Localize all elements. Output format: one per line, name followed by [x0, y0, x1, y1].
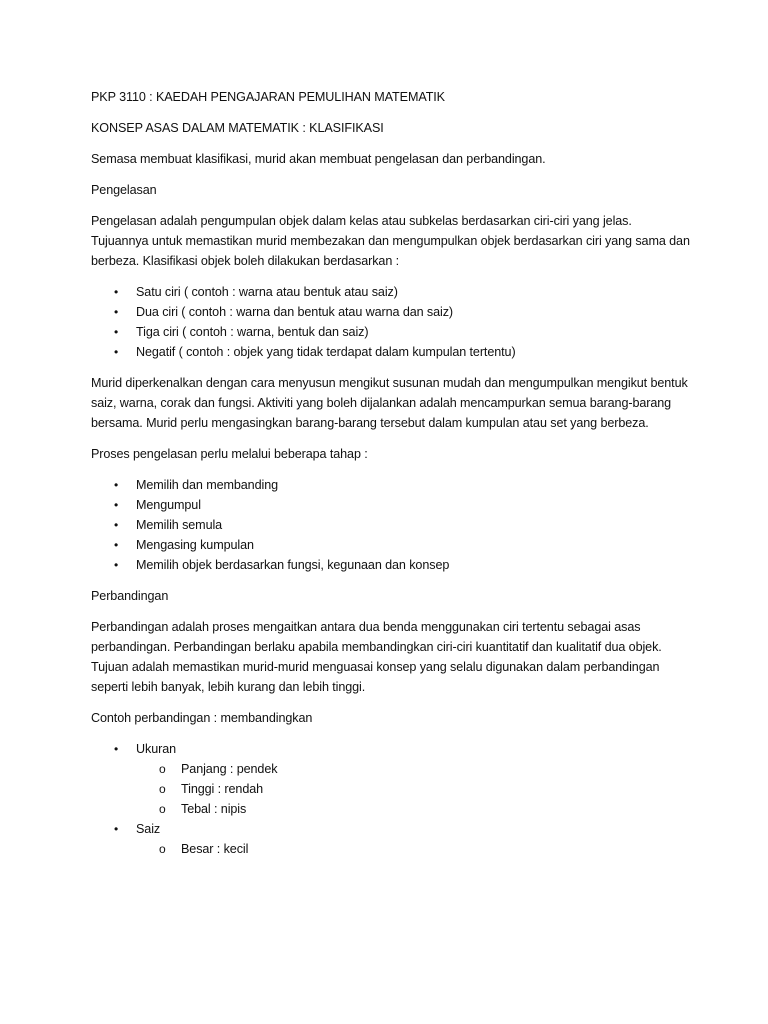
section-heading-pengelasan: Pengelasan [91, 183, 157, 197]
circle-bullet-icon: o [159, 842, 166, 856]
circle-bullet-icon: o [159, 802, 166, 816]
list-item-text: Mengasing kumpulan [136, 538, 254, 552]
bullet-icon: • [114, 822, 119, 836]
bullet-icon: • [114, 325, 119, 339]
perbandingan-paragraph-2: Contoh perbandingan : membandingkan [91, 711, 313, 725]
document-page [91, 87, 691, 870]
sublist-item [136, 839, 691, 859]
list-item-ukuran [91, 739, 691, 819]
list-item-text: Ukuran [136, 742, 176, 756]
list-item-text: Memilih semula [136, 518, 223, 532]
bullet-icon: • [114, 742, 119, 756]
circle-bullet-icon: o [159, 782, 166, 796]
bullet-icon: • [114, 345, 119, 359]
sublist-item-text: Tebal : nipis [181, 802, 247, 816]
comparison-examples-list [91, 739, 691, 859]
list-item [91, 282, 691, 302]
list-item [91, 535, 691, 555]
document-title: PKP 3110 : KAEDAH PENGAJARAN PEMULIHAN MATEMATIK [91, 90, 445, 104]
intro-paragraph: Semasa membuat klasifikasi, murid akan membuat pengelasan dan perbandingan. [91, 152, 546, 166]
sublist-item [136, 799, 691, 819]
section-heading-perbandingan: Perbandingan [91, 589, 169, 603]
sublist-item-text: Besar : kecil [181, 842, 249, 856]
list-item [91, 515, 691, 535]
sublist-ukuran [136, 759, 691, 819]
list-item-saiz [91, 819, 691, 859]
bullet-icon: • [114, 285, 119, 299]
list-item [91, 322, 691, 342]
process-steps-list [91, 475, 691, 575]
sublist-item [136, 759, 691, 779]
bullet-icon: • [114, 538, 119, 552]
list-item-text: Tiga ciri ( contoh : warna, bentuk dan saiz) [136, 325, 369, 339]
list-item [91, 342, 691, 362]
list-item-text: Memilih dan membanding [136, 478, 279, 492]
perbandingan-paragraph-1: Perbandingan adalah proses mengaitkan antara dua benda menggunakan ciri tertentu sebagai asas perbandingan. Perbandingan berlaku apabila membandingkan ciri-ciri kuantitatif dan kualitatif dua objek. Tujuan adalah memastikan murid-murid menguasai konsep yang selalu digunakan dalam perbandingan seperti lebih banyak, lebih kurang dan lebih tinggi. [91, 620, 662, 694]
sublist-item-text: Panjang : pendek [181, 762, 278, 776]
list-item [91, 495, 691, 515]
list-item-text: Saiz [136, 822, 161, 836]
bullet-icon: • [114, 558, 119, 572]
list-item [91, 302, 691, 322]
bullet-icon: • [114, 478, 119, 492]
circle-bullet-icon: o [159, 762, 166, 776]
sublist-item [136, 779, 691, 799]
list-item-text: Mengumpul [136, 498, 201, 512]
bullet-icon: • [114, 498, 119, 512]
pengelasan-paragraph-3: Proses pengelasan perlu melalui beberapa tahap : [91, 447, 368, 461]
list-item-text: Memilih objek berdasarkan fungsi, kegunaan dan konsep [136, 558, 450, 572]
sublist-saiz [136, 839, 691, 859]
bullet-icon: • [114, 305, 119, 319]
list-item-text: Satu ciri ( contoh : warna atau bentuk atau saiz) [136, 285, 398, 299]
criteria-list [91, 282, 691, 362]
pengelasan-paragraph-2: Murid diperkenalkan dengan cara menyusun mengikut susunan mudah dan mengumpulkan mengikut bentuk saiz, warna, corak dan fungsi. Aktiviti yang boleh dijalankan adalah mencampurkan semua barang-barang bersama. Murid perlu mengasingkan barang-barang tersebut dalam kumpulan atau set yang berbeza. [91, 376, 688, 430]
sublist-item-text: Tinggi : rendah [181, 782, 264, 796]
document-subtitle: KONSEP ASAS DALAM MATEMATIK : KLASIFIKASI [91, 121, 384, 135]
bullet-icon: • [114, 518, 119, 532]
list-item-text: Dua ciri ( contoh : warna dan bentuk atau warna dan saiz) [136, 305, 454, 319]
list-item [91, 475, 691, 495]
list-item-text: Negatif ( contoh : objek yang tidak terdapat dalam kumpulan tertentu) [136, 345, 516, 359]
list-item [91, 555, 691, 575]
pengelasan-paragraph-1: Pengelasan adalah pengumpulan objek dalam kelas atau subkelas berdasarkan ciri-ciri yang jelas. Tujuannya untuk memastikan murid membezakan dan mengumpulkan objek berdasarkan ciri yang sama dan berbeza. Klasifikasi objek boleh dilakukan berdasarkan : [91, 214, 690, 268]
